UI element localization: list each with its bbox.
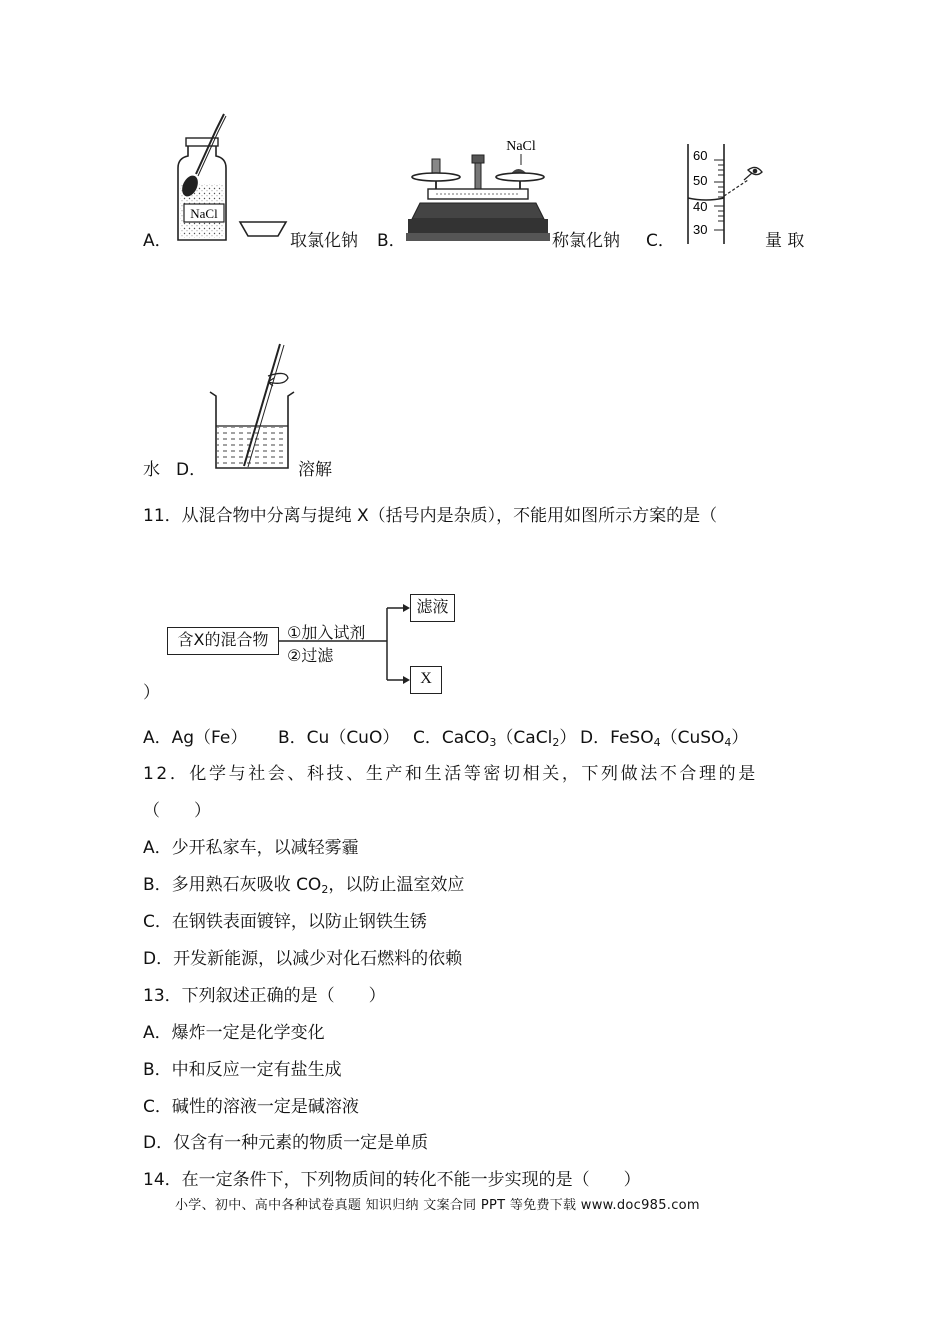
flow-out-filtrate: 滤液 [410, 594, 455, 622]
option-d-letter: D． [176, 460, 207, 480]
q13-option-a: A．爆炸一定是化学变化 [143, 1023, 325, 1043]
q11-stem: 11．从混合物中分离与提纯 X（括号内是杂质），不能用如图所示方案的是（ [143, 506, 718, 526]
option-c-caption: 量 取 [765, 231, 805, 251]
option-b-caption: 称氯化钠 [552, 231, 620, 251]
q12-option-c: C．在钢铁表面镀锌，以防止钢铁生锈 [143, 912, 427, 932]
flow-arrows [279, 600, 419, 690]
flow-step2: ②过滤 [287, 646, 334, 665]
flow-step1: ①加入试剂 [287, 623, 366, 642]
q12-option-d: D．开发新能源，以减少对化石燃料的依赖 [143, 949, 463, 969]
option-a-letter: A． [143, 231, 172, 251]
q12-paren: （ ） [143, 801, 211, 821]
graduated-cylinder-figure [680, 140, 775, 250]
tick-label: 50 [693, 173, 708, 188]
tick-label: 30 [693, 222, 708, 237]
jar-label: NaCl [190, 206, 218, 221]
q13-option-c: C．碱性的溶液一定是碱溶液 [143, 1097, 359, 1117]
beaker-figure [206, 340, 301, 475]
balance-label: NaCl [506, 139, 536, 154]
q11-option-d: D．FeSO$_4$（CuSO$_4$） [580, 728, 749, 749]
option-c-caption-cont: 水 [143, 460, 160, 480]
tick-label: 40 [693, 199, 708, 214]
flow-out-x: X [410, 666, 442, 694]
q11-option-b: B．Cu（CuO） [278, 728, 400, 748]
q11-option-c: C．CaCO$_3$（CaCl$_2$） [413, 728, 577, 749]
q14-stem: 14．在一定条件下，下列物质间的转化不能一步实现的是（ ） [143, 1170, 641, 1190]
option-a-caption: 取氯化钠 [290, 231, 358, 251]
page-footer: 小学、初中、高中各种试卷真题 知识归纳 文案合同 PPT 等免费下载 www.doc985.com [175, 1198, 700, 1213]
q12-stem: 12．化学与社会、科技、生产和生活等密切相关，下列做法不合理的是 [143, 764, 758, 784]
q11-option-a: A．Ag（Fe） [143, 728, 248, 748]
option-d-caption: 溶解 [298, 460, 332, 480]
flow-start-box: 含X的混合物 [167, 627, 279, 655]
balance-figure [406, 133, 554, 248]
q12-option-b: B．多用熟石灰吸收 $CO_2$，以防止温室效应 [143, 875, 465, 896]
q13-option-d: D．仅含有一种元素的物质一定是单质 [143, 1133, 429, 1153]
option-b-letter: B． [377, 231, 406, 251]
q11-stem-close: ） [143, 683, 160, 703]
reagent-jar-figure [168, 112, 288, 247]
q13-option-b: B．中和反应一定有盐生成 [143, 1060, 342, 1080]
tick-label: 60 [693, 148, 708, 163]
option-c-letter: C． [646, 231, 675, 251]
q12-option-a: A．少开私家车，以减轻雾霾 [143, 838, 359, 858]
q13-stem: 13．下列叙述正确的是（ ） [143, 986, 386, 1006]
